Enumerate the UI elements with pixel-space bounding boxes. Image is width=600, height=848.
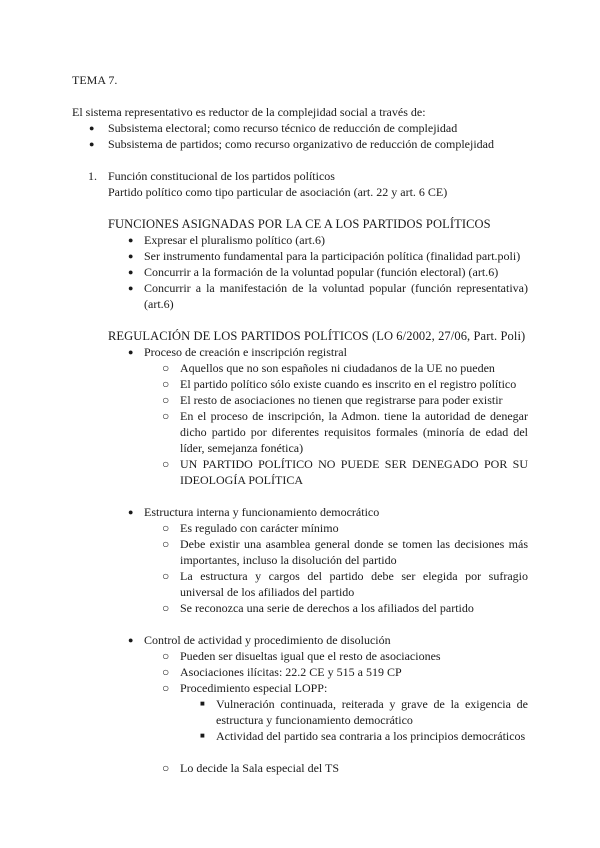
group3-item-1: Pueden ser disueltas igual que el resto de asociaciones: [180, 649, 441, 663]
doc-title: TEMA 7.: [72, 73, 118, 87]
funciones-item-4: Concurrir a la manifestación de la voluntad popular (función representativa) (art.6): [144, 281, 528, 311]
group3-label: Control de actividad y procedimiento de disolución: [144, 633, 391, 647]
bullet-icon: ●: [89, 123, 95, 133]
funciones-item-1: Expresar el pluralismo político (art.6): [144, 233, 325, 247]
group2-item-3: La estructura y cargos del partido debe ser elegida por sufragio universal de los afiliados del partido: [180, 569, 528, 599]
circle-bullet-icon: ○: [162, 601, 170, 615]
bullet-icon: ●: [128, 235, 134, 245]
circle-bullet-icon: ○: [162, 761, 170, 775]
intro-bullet-1: Subsistema electoral; como recurso técnico de reducción de complejidad: [108, 121, 458, 135]
group3-item-4: Lo decide la Sala especial del TS: [180, 761, 340, 775]
circle-bullet-icon: ○: [162, 361, 170, 375]
group1-item-4: En el proceso de inscripción, la Admon. tiene la autoridad de denegar dicho partido por diferentes requisitos formales (minoría de edad del líder, semejanza fonética): [180, 409, 528, 455]
group3-subitem-2: Actividad del partido sea contraria a los principios democráticos: [216, 729, 526, 743]
bullet-icon: ●: [128, 635, 134, 645]
group2-item-1: Es regulado con carácter mínimo: [180, 521, 339, 535]
group1-label: Proceso de creación e inscripción registral: [144, 345, 347, 359]
intro-bullet-2: Subsistema de partidos; como recurso organizativo de reducción de complejidad: [108, 137, 494, 151]
circle-bullet-icon: ○: [162, 649, 170, 663]
circle-bullet-icon: ○: [162, 665, 170, 679]
bullet-icon: ●: [128, 267, 134, 277]
group3-subitem-1: Vulneración continuada, reiterada y grave de la exigencia de estructura y funcionamiento democrático: [216, 697, 528, 727]
funciones-item-3: Concurrir a la formación de la voluntad popular (función electoral) (art.6): [144, 265, 499, 279]
group2-item-4: Se reconozca una serie de derechos a los afiliados del partido: [180, 601, 474, 615]
group2-label: Estructura interna y funcionamiento democrático: [144, 505, 380, 519]
square-bullet-icon: ■: [200, 731, 205, 740]
circle-bullet-icon: ○: [162, 537, 170, 551]
circle-bullet-icon: ○: [162, 393, 170, 407]
group3-item-2: Asociaciones ilícitas: 22.2 CE y 515 a 519 CP: [180, 665, 402, 679]
bullet-icon: ●: [128, 507, 134, 517]
circle-bullet-icon: ○: [162, 377, 170, 391]
group3-item-3: Procedimiento especial LOPP:: [180, 681, 328, 695]
bullet-icon: ●: [128, 347, 134, 357]
section1-subtitle: Partido político como tipo particular de asociación (art. 22 y art. 6 CE): [108, 185, 448, 199]
circle-bullet-icon: ○: [162, 457, 170, 471]
circle-bullet-icon: ○: [162, 569, 170, 583]
circle-bullet-icon: ○: [162, 409, 170, 423]
intro-text: El sistema representativo es reductor de la complejidad social a través de:: [72, 105, 426, 119]
bullet-icon: ●: [128, 251, 134, 261]
circle-bullet-icon: ○: [162, 521, 170, 535]
section1-number: 1.: [88, 169, 97, 183]
group2-item-2: Debe existir una asamblea general donde se tomen las decisiones más importantes, incluso la disolución del partido: [180, 537, 528, 567]
funciones-item-2: Ser instrumento fundamental para la participación política (finalidad part.poli): [144, 249, 521, 263]
group1-item-5: UN PARTIDO POLÍTICO NO PUEDE SER DENEGADO POR SU IDEOLOGÍA POLÍTICA: [180, 457, 528, 487]
funciones-heading: FUNCIONES ASIGNADAS POR LA CE A LOS PARTIDOS POLÍTICOS: [108, 217, 491, 231]
group1-item-2: El partido político sólo existe cuando es inscrito en el registro político: [180, 377, 517, 391]
bullet-icon: ●: [128, 283, 134, 293]
circle-bullet-icon: ○: [162, 681, 170, 695]
group1-item-1: Aquellos que no son españoles ni ciudadanos de la UE no pueden: [180, 361, 495, 375]
bullet-icon: ●: [89, 139, 95, 149]
regulacion-heading: REGULACIÓN DE LOS PARTIDOS POLÍTICOS (LO 6/2002, 27/06, Part. Poli): [108, 329, 526, 343]
section1-title: Función constitucional de los partidos políticos: [108, 169, 335, 183]
group1-item-3: El resto de asociaciones no tienen que registrarse para poder existir: [180, 393, 503, 407]
square-bullet-icon: ■: [200, 699, 205, 708]
